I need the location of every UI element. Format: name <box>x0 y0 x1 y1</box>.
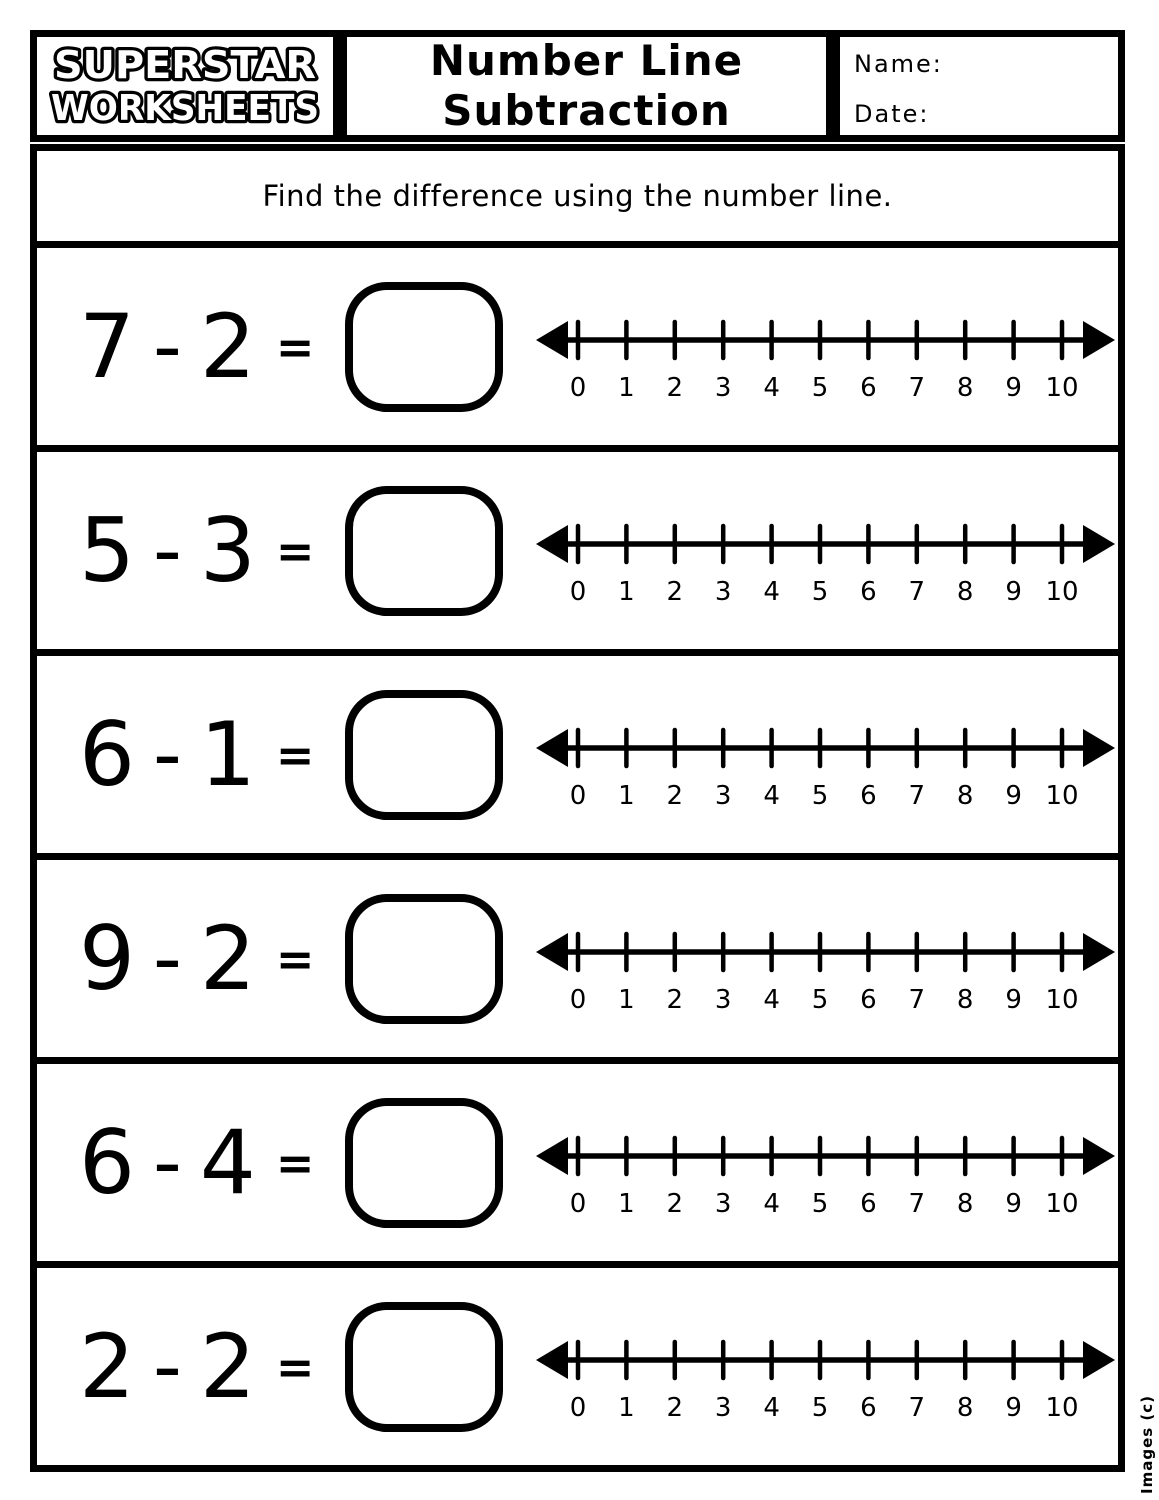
minuend: 5 <box>79 498 135 602</box>
right-arrowhead <box>1083 525 1115 563</box>
tick-label: 10 <box>1045 984 1079 1015</box>
tick-label: 6 <box>860 576 877 607</box>
number-line <box>535 1328 1116 1428</box>
tick-label: 2 <box>666 1188 684 1219</box>
watermark-text: Images (c) <box>1138 1395 1156 1494</box>
answer-box[interactable] <box>345 1302 503 1432</box>
tick-group <box>570 1138 1079 1219</box>
answer-box[interactable] <box>345 1098 503 1228</box>
tick-label: 4 <box>763 780 780 811</box>
tick-label: 0 <box>569 1392 587 1423</box>
tick-label: 7 <box>908 1392 926 1423</box>
name-write-area[interactable] <box>943 44 1118 72</box>
tick-group <box>570 730 1079 811</box>
left-arrowhead <box>536 1341 568 1379</box>
minuend: 7 <box>79 294 135 398</box>
minus-operator: - <box>153 299 182 393</box>
tick-label: 10 <box>1045 780 1079 811</box>
answer-box[interactable] <box>345 282 503 412</box>
right-arrowhead <box>1083 729 1115 767</box>
tick-label: 8 <box>956 1188 974 1219</box>
tick-label: 4 <box>763 1392 780 1423</box>
tick-label: 2 <box>666 576 684 607</box>
left-arrowhead <box>536 933 568 971</box>
minus-operator: - <box>153 707 182 801</box>
tick-label: 2 <box>666 1392 684 1423</box>
equation <box>37 1110 345 1214</box>
tick-label: 1 <box>618 372 635 403</box>
instruction-row <box>37 151 1118 241</box>
tick-group <box>570 934 1079 1015</box>
answer-box[interactable] <box>345 486 503 616</box>
tick-label: 10 <box>1045 1392 1079 1423</box>
tick-label: 9 <box>1005 372 1022 403</box>
worksheet <box>30 30 1125 1472</box>
equals-sign: = <box>275 319 315 374</box>
title-line2: Subtraction <box>442 86 731 135</box>
right-arrowhead <box>1083 1137 1115 1175</box>
tick-label: 0 <box>569 780 587 811</box>
logo-box <box>30 30 340 142</box>
equals-sign: = <box>275 1339 315 1394</box>
equation <box>37 498 345 602</box>
problem-row <box>37 649 1118 853</box>
minus-operator: - <box>153 1319 182 1413</box>
tick-label: 0 <box>569 372 587 403</box>
subtrahend: 2 <box>199 294 256 398</box>
date-field <box>854 94 1118 128</box>
number-line <box>535 920 1116 1020</box>
name-date-box <box>833 30 1125 142</box>
equation <box>37 702 345 806</box>
tick-label: 9 <box>1005 1188 1022 1219</box>
subtrahend: 4 <box>199 1110 256 1214</box>
tick-label: 2 <box>666 780 684 811</box>
subtrahend: 2 <box>199 906 256 1010</box>
tick-label: 7 <box>908 1188 926 1219</box>
tick-label: 9 <box>1005 780 1022 811</box>
equals-sign: = <box>275 931 315 986</box>
subtrahend: 3 <box>199 498 256 602</box>
problems-container <box>37 241 1118 1465</box>
tick-label: 3 <box>714 984 732 1015</box>
equals-sign: = <box>275 1135 315 1190</box>
minus-operator: - <box>153 911 182 1005</box>
equals-sign: = <box>275 523 315 578</box>
minuend: 6 <box>79 702 135 806</box>
problem-row <box>37 445 1118 649</box>
tick-label: 10 <box>1045 1188 1079 1219</box>
tick-label: 5 <box>811 1188 829 1219</box>
problem-row <box>37 853 1118 1057</box>
tick-label: 1 <box>618 984 635 1015</box>
tick-label: 0 <box>569 576 587 607</box>
tick-label: 2 <box>666 984 684 1015</box>
tick-label: 1 <box>618 1188 635 1219</box>
tick-group <box>570 526 1079 607</box>
problem-row <box>37 241 1118 445</box>
tick-label: 8 <box>956 780 974 811</box>
tick-label: 1 <box>618 1392 635 1423</box>
tick-label: 5 <box>811 1392 829 1423</box>
number-line <box>535 716 1116 816</box>
tick-label: 10 <box>1045 576 1079 607</box>
problem-row <box>37 1261 1118 1465</box>
tick-label: 8 <box>956 984 974 1015</box>
logo-line2: WORKSHEETS <box>51 88 319 129</box>
tick-label: 5 <box>811 576 829 607</box>
tick-label: 6 <box>860 780 877 811</box>
number-line <box>535 1124 1116 1224</box>
tick-group <box>570 322 1079 403</box>
answer-box[interactable] <box>345 894 503 1024</box>
minuend: 2 <box>79 1314 135 1418</box>
equals-sign: = <box>275 727 315 782</box>
header <box>30 30 1125 142</box>
tick-label: 9 <box>1005 1392 1022 1423</box>
left-arrowhead <box>536 525 568 563</box>
tick-label: 8 <box>956 1392 974 1423</box>
problem-table <box>30 144 1125 1472</box>
right-arrowhead <box>1083 321 1115 359</box>
tick-label: 3 <box>714 1188 732 1219</box>
number-line <box>535 512 1116 612</box>
answer-box[interactable] <box>345 690 503 820</box>
instruction-text: Find the difference using the number line. <box>262 179 893 213</box>
tick-group <box>570 1342 1079 1423</box>
left-arrowhead <box>536 321 568 359</box>
date-write-area[interactable] <box>929 94 1118 122</box>
tick-label: 3 <box>714 1392 732 1423</box>
minus-operator: - <box>153 503 182 597</box>
tick-label: 9 <box>1005 576 1022 607</box>
tick-label: 7 <box>908 780 926 811</box>
equation <box>37 1314 345 1418</box>
minus-operator: - <box>153 1115 182 1209</box>
name-label: Name: <box>854 50 943 78</box>
left-arrowhead <box>536 1137 568 1175</box>
tick-label: 1 <box>618 780 635 811</box>
logo-line1: SUPERSTAR <box>54 43 316 87</box>
tick-label: 0 <box>569 1188 587 1219</box>
tick-label: 10 <box>1045 372 1079 403</box>
tick-label: 4 <box>763 984 780 1015</box>
subtrahend: 1 <box>199 702 256 806</box>
name-field <box>854 44 1118 78</box>
equation <box>37 294 345 398</box>
tick-label: 2 <box>666 372 684 403</box>
tick-label: 8 <box>956 372 974 403</box>
tick-label: 5 <box>811 780 829 811</box>
tick-label: 5 <box>811 984 829 1015</box>
title-line1: Number Line <box>429 36 744 86</box>
tick-label: 4 <box>763 1188 780 1219</box>
subtrahend: 2 <box>199 1314 256 1418</box>
minuend: 6 <box>79 1110 135 1214</box>
date-label: Date: <box>854 100 930 128</box>
left-arrowhead <box>536 729 568 767</box>
equation <box>37 906 345 1010</box>
tick-label: 4 <box>763 576 780 607</box>
problem-row <box>37 1057 1118 1261</box>
tick-label: 4 <box>763 372 780 403</box>
tick-label: 7 <box>908 576 926 607</box>
right-arrowhead <box>1083 1341 1115 1379</box>
tick-label: 6 <box>860 372 877 403</box>
number-line <box>535 308 1116 408</box>
superstar-worksheets-logo <box>44 40 326 132</box>
right-arrowhead <box>1083 933 1115 971</box>
tick-label: 3 <box>714 576 732 607</box>
tick-label: 0 <box>569 984 587 1015</box>
tick-label: 3 <box>714 780 732 811</box>
tick-label: 5 <box>811 372 829 403</box>
tick-label: 6 <box>860 1392 877 1423</box>
tick-label: 1 <box>618 576 635 607</box>
minuend: 9 <box>79 906 135 1010</box>
tick-label: 6 <box>860 984 877 1015</box>
tick-label: 3 <box>714 372 732 403</box>
tick-label: 7 <box>908 984 926 1015</box>
tick-label: 9 <box>1005 984 1022 1015</box>
tick-label: 8 <box>956 576 974 607</box>
worksheet-title <box>340 30 833 142</box>
tick-label: 6 <box>860 1188 877 1219</box>
tick-label: 7 <box>908 372 926 403</box>
